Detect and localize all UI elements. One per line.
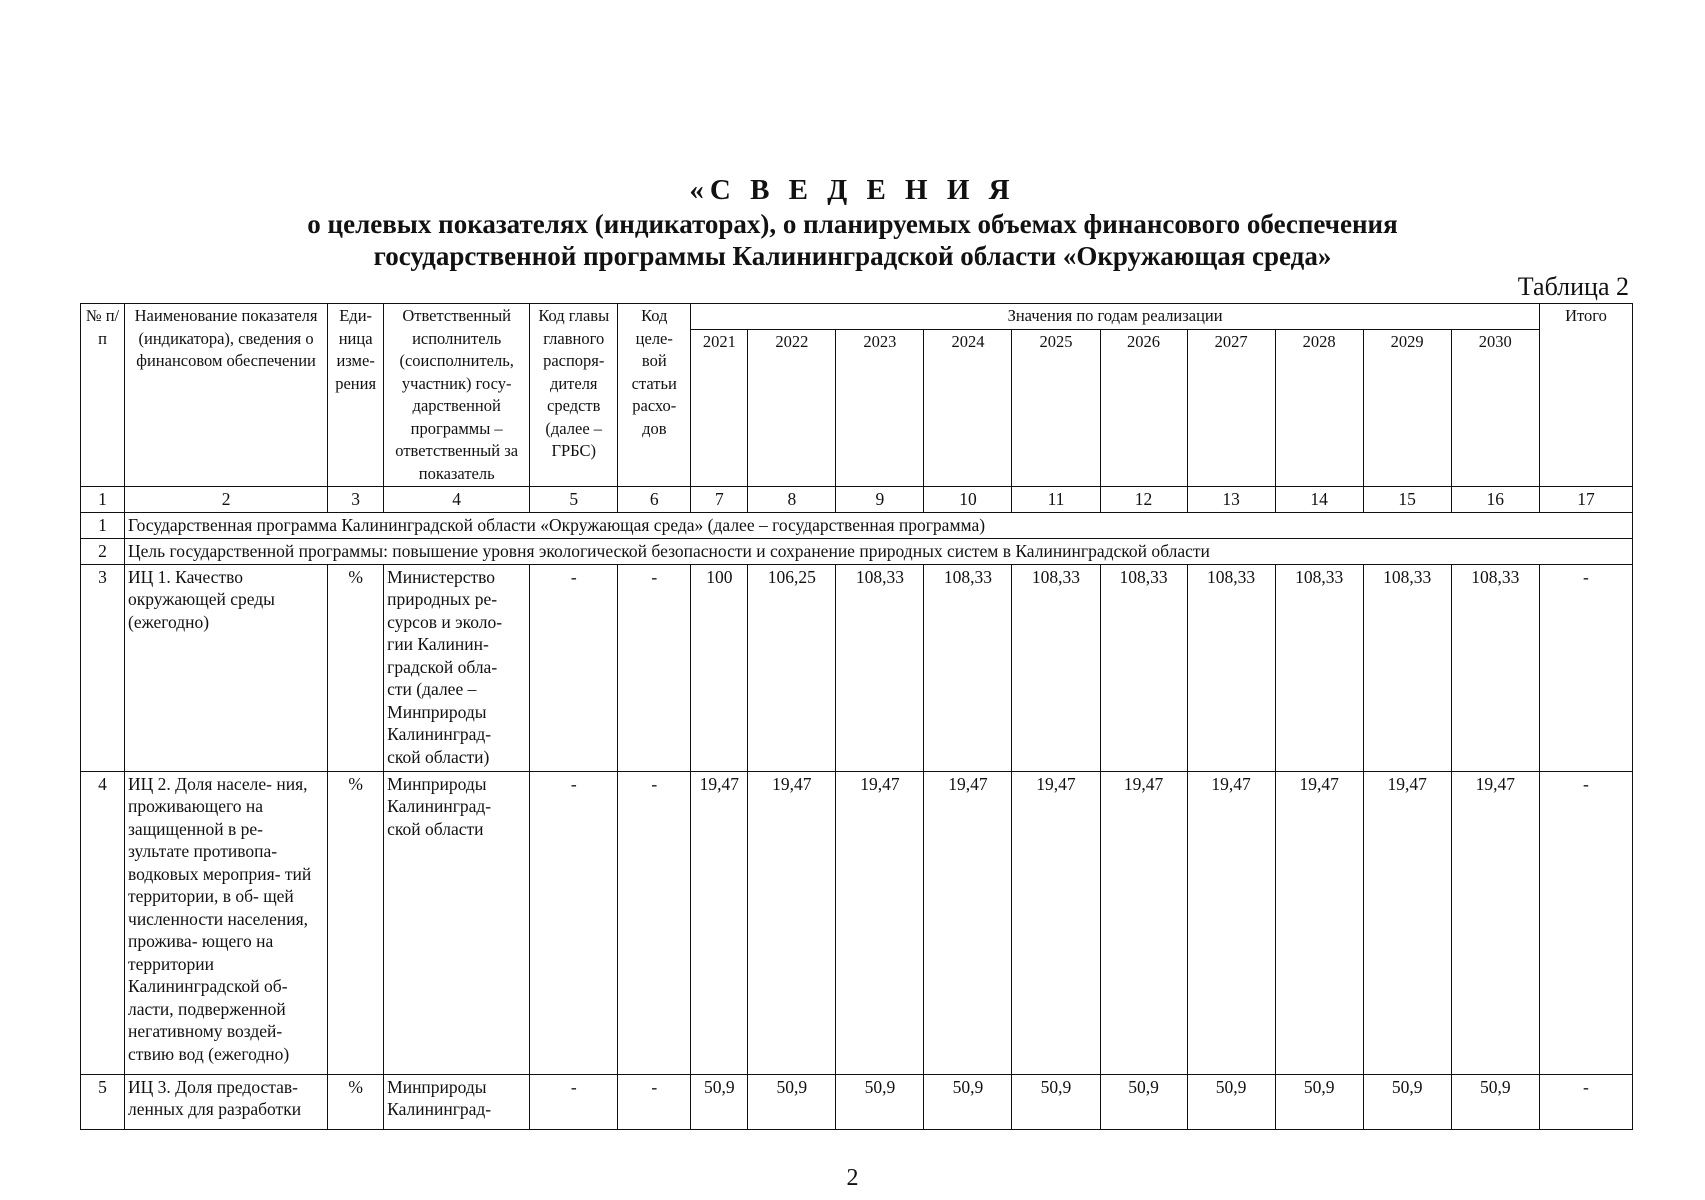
table-label: Таблица 2: [1517, 272, 1629, 301]
year-value: 50,9: [1187, 1074, 1275, 1129]
table-row: [81, 771, 1633, 1074]
column-number: 4: [384, 487, 530, 513]
row-number: 2: [81, 538, 125, 564]
year-value: 50,9: [1275, 1074, 1363, 1129]
year-value: 19,47: [1012, 771, 1100, 1074]
indicator-grbs: -: [530, 1074, 618, 1129]
year-value: 108,33: [836, 564, 924, 771]
column-number: 7: [691, 487, 748, 513]
column-number: 12: [1100, 487, 1187, 513]
year-value: 100: [691, 564, 748, 771]
header-year: 2027: [1187, 329, 1275, 486]
header-year: 2024: [924, 329, 1012, 486]
header-num: № п/п: [81, 304, 125, 487]
section-text: Цель государственной программы: повышение уровня экологической безопасности и сохранение природных систем в Калининградской области: [125, 538, 1633, 564]
section-row-program: [81, 512, 1633, 538]
year-value: 50,9: [924, 1074, 1012, 1129]
header-year: 2029: [1363, 329, 1451, 486]
indicator-unit: %: [328, 1074, 384, 1129]
column-number: 6: [618, 487, 691, 513]
year-value: 108,33: [924, 564, 1012, 771]
year-value: 106,25: [748, 564, 836, 771]
table-row: [81, 1074, 1633, 1129]
year-value: 19,47: [1363, 771, 1451, 1074]
header-row-1: [81, 304, 1633, 330]
header-year: 2028: [1275, 329, 1363, 486]
column-number: 17: [1539, 487, 1632, 513]
header-total: Итого: [1539, 304, 1632, 487]
indicator-unit: %: [328, 771, 384, 1074]
column-number: 15: [1363, 487, 1451, 513]
column-number: 8: [748, 487, 836, 513]
indicator-expense: -: [618, 771, 691, 1074]
header-year: 2026: [1100, 329, 1187, 486]
year-value: 108,33: [1363, 564, 1451, 771]
header-years-group: Значения по годам реализации: [691, 304, 1540, 330]
year-value: 50,9: [691, 1074, 748, 1129]
year-value: 50,9: [1012, 1074, 1100, 1129]
column-number: 10: [924, 487, 1012, 513]
indicator-name: ИЦ 2. Доля населе- ния, проживающего на защищенной в ре- зультате противопа- водковых мероприя- тий территории, в об- щей численности населения, прожива- ющего на территории Калининградской об- ласти, подверженной негативному воздей- ствию вод (ежегодно): [125, 771, 328, 1074]
year-value: 19,47: [1451, 771, 1539, 1074]
row-number: 5: [81, 1074, 125, 1129]
header-year: 2025: [1012, 329, 1100, 486]
indicator-total: -: [1539, 1074, 1632, 1129]
year-value: 108,33: [1451, 564, 1539, 771]
page-number: 2: [846, 1165, 859, 1191]
indicator-name: ИЦ 3. Доля предостав- ленных для разработки: [125, 1074, 328, 1129]
indicator-total: -: [1539, 771, 1632, 1074]
year-value: 19,47: [748, 771, 836, 1074]
column-number: 16: [1451, 487, 1539, 513]
year-value: 50,9: [1451, 1074, 1539, 1129]
section-text: Государственная программа Калининградской области «Окружающая среда» (далее – государственная программа): [125, 512, 1633, 538]
indicator-responsible: Министерство природных ре- сурсов и эколо- гии Калинин- градской обла- сти (далее – Минприроды Калининград- ской области): [384, 564, 530, 771]
year-value: 50,9: [748, 1074, 836, 1129]
indicator-grbs: -: [530, 564, 618, 771]
header-year: 2023: [836, 329, 924, 486]
header-responsible: Ответственный исполнитель (соисполнитель, участник) госу- дарственной программы – ответственный за показатель: [384, 304, 530, 487]
header-year: 2030: [1451, 329, 1539, 486]
header-expense-code: Код целе- вой статьи расхо- дов: [618, 304, 691, 487]
column-number: 13: [1187, 487, 1275, 513]
header-name: Наименование показателя (индикатора), сведения о финансовом обеспечении: [125, 304, 328, 487]
indicators-table: [80, 303, 1633, 1130]
header-unit: Еди- ница изме- рения: [328, 304, 384, 487]
year-value: 108,33: [1012, 564, 1100, 771]
column-number: 14: [1275, 487, 1363, 513]
header-year: 2022: [748, 329, 836, 486]
row-number: 4: [81, 771, 125, 1074]
column-number-row: [81, 487, 1633, 513]
year-value: 19,47: [1187, 771, 1275, 1074]
column-number: 11: [1012, 487, 1100, 513]
row-number: 1: [81, 512, 125, 538]
document-title: «С В Е Д Е Н И Я: [689, 174, 1016, 206]
indicator-expense: -: [618, 564, 691, 771]
year-value: 108,33: [1100, 564, 1187, 771]
header-year: 2021: [691, 329, 748, 486]
column-number: 9: [836, 487, 924, 513]
document-subtitle-line-1: о целевых показателях (индикаторах), о планируемых объемах финансового обеспечения: [307, 209, 1398, 239]
year-value: 50,9: [1363, 1074, 1451, 1129]
header-grbs-code: Код главы главного распоря- дителя средств (далее – ГРБС): [530, 304, 618, 487]
year-value: 50,9: [836, 1074, 924, 1129]
column-number: 3: [328, 487, 384, 513]
column-number: 1: [81, 487, 125, 513]
section-row-goal: [81, 538, 1633, 564]
column-number: 2: [125, 487, 328, 513]
indicator-responsible: Минприроды Калининград- ской области: [384, 771, 530, 1074]
year-value: 19,47: [1100, 771, 1187, 1074]
indicator-expense: -: [618, 1074, 691, 1129]
indicator-unit: %: [328, 564, 384, 771]
year-value: 19,47: [1275, 771, 1363, 1074]
year-value: 19,47: [691, 771, 748, 1074]
year-value: 19,47: [924, 771, 1012, 1074]
table-row: [81, 564, 1633, 771]
document-subtitle-line-2: государственной программы Калининградской области «Окружающая среда»: [373, 241, 1332, 271]
indicator-grbs: -: [530, 771, 618, 1074]
year-value: 108,33: [1187, 564, 1275, 771]
column-number: 5: [530, 487, 618, 513]
year-value: 108,33: [1275, 564, 1363, 771]
indicator-responsible: Минприроды Калининград-: [384, 1074, 530, 1129]
row-number: 3: [81, 564, 125, 771]
indicator-name: ИЦ 1. Качество окружающей среды (ежегодно): [125, 564, 328, 771]
year-value: 50,9: [1100, 1074, 1187, 1129]
year-value: 19,47: [836, 771, 924, 1074]
indicator-total: -: [1539, 564, 1632, 771]
